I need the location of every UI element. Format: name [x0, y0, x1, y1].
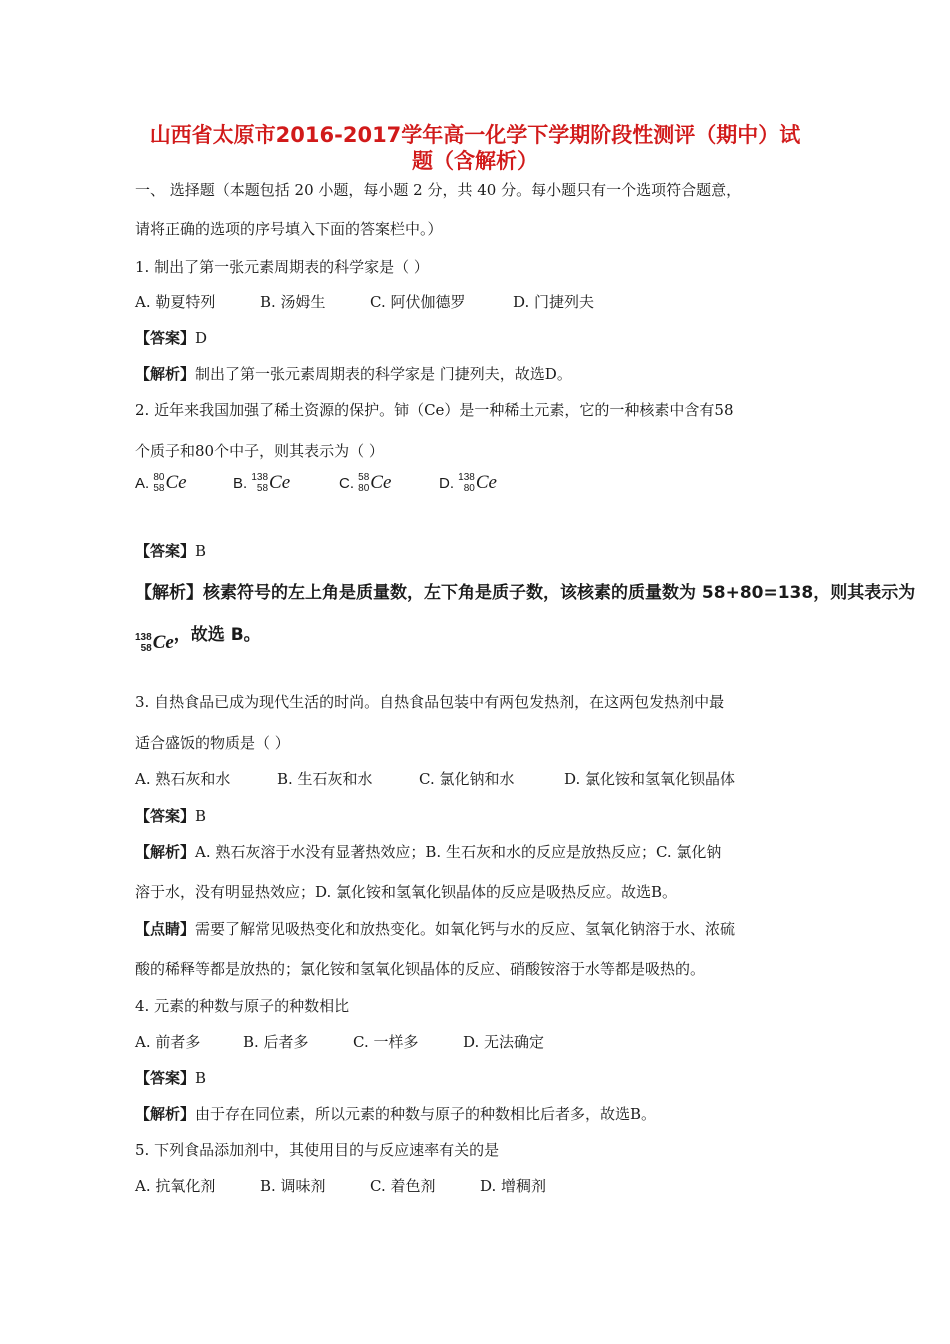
mass-number: 80: [153, 472, 165, 483]
atomic-number: 58: [153, 483, 165, 494]
document-title-line-2: 题（含解析）: [412, 149, 538, 173]
q1-option-c: C. 阿伏伽德罗: [370, 293, 466, 311]
q3-option-c: C. 氯化钠和水: [419, 770, 515, 788]
q1-analysis-text: 制出了第一张元素周期表的科学家是 门捷列夫，故选D。: [195, 365, 572, 383]
point-tag: 【点睛】: [135, 920, 196, 938]
q3-stem-line-1: 3. 自热食品已成为现代生活的时尚。自热食品包装中有两包发热剂，在这两包发热剂中最: [135, 693, 725, 711]
q4-option-b: B. 后者多: [243, 1033, 309, 1051]
mass-number: 58: [358, 472, 370, 483]
q2-option-c: [339, 472, 439, 494]
analysis-tag: 【解析】: [135, 583, 203, 603]
q4-analysis-text: 由于存在同位素，所以元素的种数与原子的种数相比后者多，故选B。: [195, 1105, 657, 1123]
q1-answer-value: D: [195, 329, 208, 347]
q3-point-line-1: [135, 918, 735, 939]
q1-stem: 1. 制出了第一张元素周期表的科学家是（ ）: [135, 258, 429, 276]
q2-option-a: [135, 472, 233, 494]
analysis-tag: 【解析】: [135, 365, 196, 383]
q3-option-d: D. 氯化铵和氢氧化钡晶体: [564, 770, 736, 788]
q3-analysis-line-1: [135, 841, 721, 862]
q5-option-a: A. 抗氧化剂: [135, 1177, 216, 1195]
element-symbol: Ce: [269, 472, 291, 493]
q1-option-a: A. 勒夏特列: [135, 293, 216, 311]
q2-answer-value: B: [195, 542, 207, 560]
atomic-number: 58: [140, 643, 152, 654]
q4-answer: [135, 1067, 206, 1088]
q3-analysis-line-2: 溶于水，没有明显热效应；D. 氯化铵和氢氧化钡晶体的反应是吸热反应。故选B。: [135, 883, 678, 901]
q5-option-c: C. 着色剂: [370, 1177, 436, 1195]
q4-analysis: [135, 1103, 656, 1124]
q2-answer: [135, 540, 206, 561]
element-symbol: Ce: [152, 632, 174, 653]
q5-stem: 5. 下列食品添加剂中，其使用目的与反应速率有关的是: [135, 1141, 500, 1159]
q4-options: [135, 1031, 544, 1052]
q4-stem: 4. 元素的种数与原子的种数相比: [135, 997, 350, 1015]
q2-option-d: [439, 472, 497, 494]
q2-options: [135, 472, 497, 494]
q1-option-b: B. 汤姆生: [260, 293, 326, 311]
q2-stem-line-1: 2. 近年来我国加强了稀土资源的保护。铈（Ce）是一种稀土元素，它的一种核素中含有58: [135, 401, 734, 419]
element-symbol: Ce: [165, 472, 187, 493]
q3-answer: [135, 805, 206, 826]
atomic-number: 80: [463, 483, 475, 494]
q1-answer: [135, 327, 207, 348]
q3-option-b: B. 生石灰和水: [277, 770, 373, 788]
q5-option-d: D. 增稠剂: [480, 1177, 547, 1195]
q4-answer-value: B: [195, 1069, 207, 1087]
mass-number: 138: [135, 632, 152, 643]
q3-stem-line-2: 适合盛饭的物质是（ ）: [135, 734, 290, 752]
q3-point-text-1: 需要了解常见吸热变化和放热变化。如氧化钙与水的反应、氢氧化钠溶于水、浓硫: [195, 920, 736, 938]
answer-tag: 【答案】: [135, 329, 196, 347]
q4-option-a: A. 前者多: [135, 1033, 201, 1051]
q2-option-c-label: C.: [339, 474, 354, 492]
analysis-tag: 【解析】: [135, 1105, 196, 1123]
q2-option-b-label: B.: [233, 474, 248, 492]
element-symbol: Ce: [475, 472, 497, 493]
q2-analysis-line-1: [135, 578, 915, 603]
q3-answer-value: B: [195, 807, 207, 825]
answer-tag: 【答案】: [135, 807, 196, 825]
q2-analysis-text-1: 核素符号的左上角是质量数，左下角是质子数，该核素的质量数为 58+80=138，则其表示为: [203, 583, 916, 603]
q2-option-a-label: A.: [135, 474, 150, 492]
q2-stem-line-2: 个质子和80个中子，则其表示为（ ）: [135, 442, 384, 460]
q2-analysis-line-2: [135, 620, 261, 654]
mass-number: 138: [251, 472, 269, 483]
q1-options: [135, 291, 594, 312]
q2-analysis-text-2: ，故选 B。: [173, 625, 261, 645]
q3-analysis-text-1: A. 熟石灰溶于水没有显著热效应；B. 生石灰和水的反应是放热反应；C. 氯化钠: [195, 843, 722, 861]
q2-option-d-label: D.: [439, 474, 454, 492]
analysis-tag: 【解析】: [135, 843, 196, 861]
q3-option-a: A. 熟石灰和水: [135, 770, 231, 788]
q2-analysis-nuclide: [135, 632, 174, 654]
q3-point-line-2: 酸的稀释等都是放热的；氯化铵和氢氧化钡晶体的反应、硝酸铵溶于水等都是吸热的。: [135, 960, 706, 978]
q2-option-b: [233, 472, 339, 494]
atomic-number: 58: [256, 483, 269, 494]
answer-tag: 【答案】: [135, 542, 196, 560]
answer-tag: 【答案】: [135, 1069, 196, 1087]
section-intro-line-1: 一、 选择题（本题包括 20 小题，每小题 2 分，共 40 分。每小题只有一个选项符合题意，: [135, 181, 742, 199]
q1-option-d: D. 门捷列夫: [513, 293, 595, 311]
q3-options: [135, 768, 735, 789]
element-symbol: Ce: [370, 472, 392, 493]
mass-number: 138: [458, 472, 475, 483]
q1-analysis: [135, 363, 572, 384]
atomic-number: 80: [358, 483, 370, 494]
section-intro-line-2: 请将正确的选项的序号填入下面的答案栏中。）: [135, 220, 443, 238]
document-title-line-1: 山西省太原市2016-2017学年高一化学下学期阶段性测评（期中）试: [149, 123, 801, 147]
q4-option-d: D. 无法确定: [463, 1033, 545, 1051]
q5-options: [135, 1175, 546, 1196]
q5-option-b: B. 调味剂: [260, 1177, 326, 1195]
q4-option-c: C. 一样多: [353, 1033, 419, 1051]
